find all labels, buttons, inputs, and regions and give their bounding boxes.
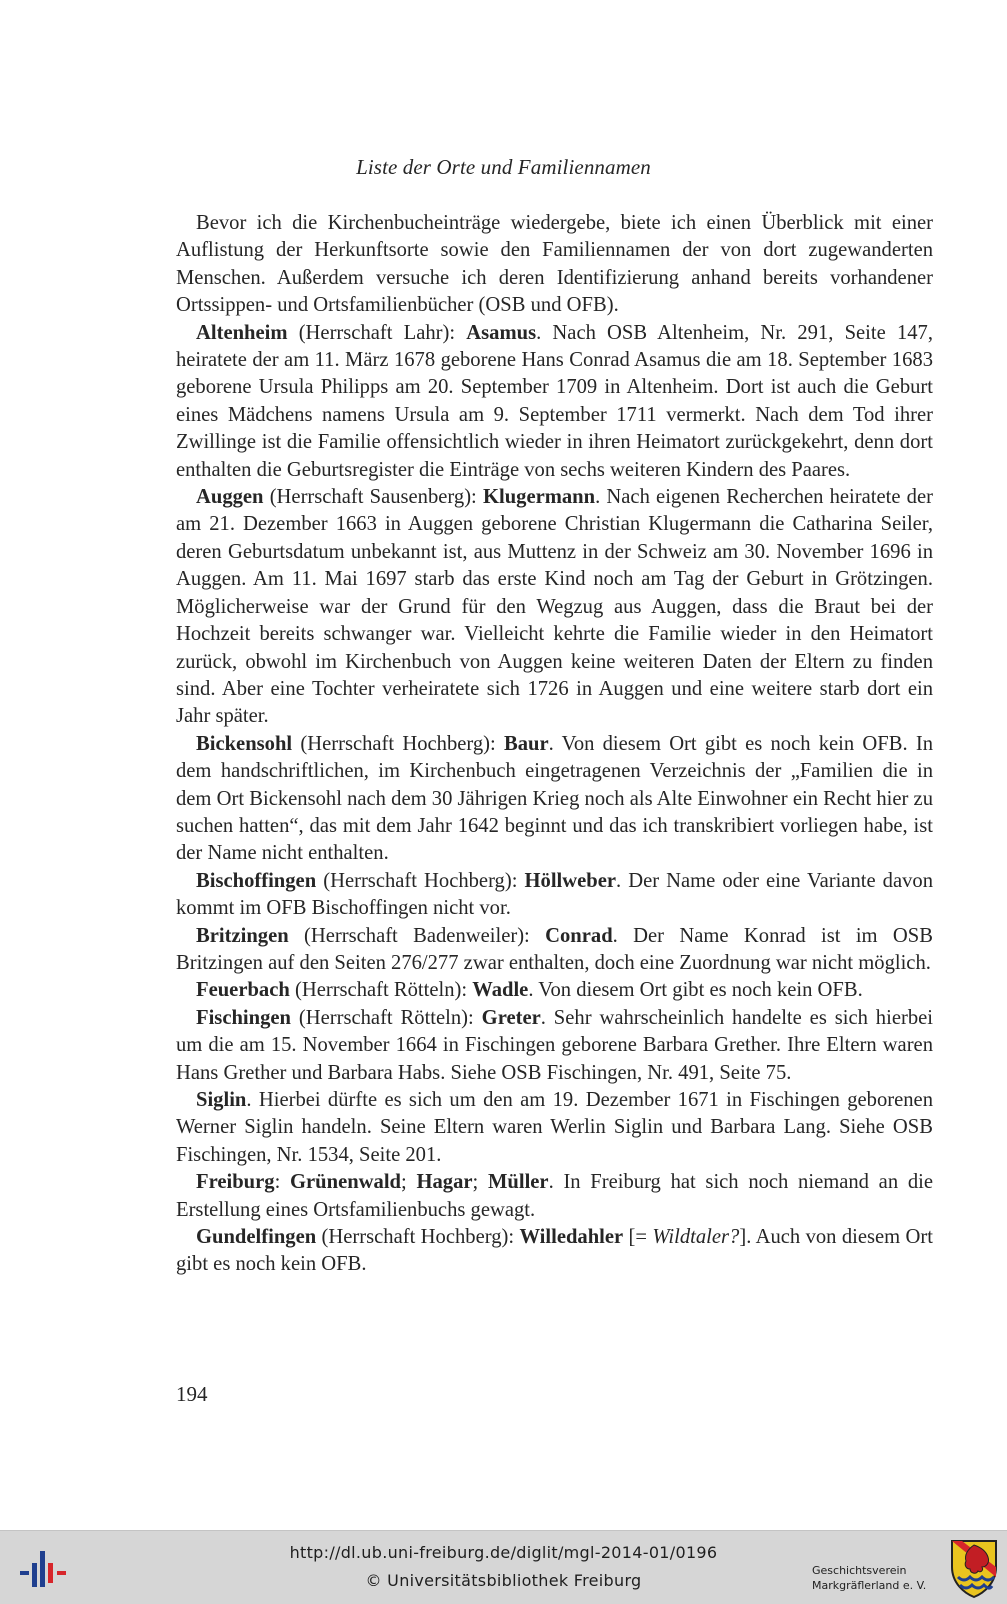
- bold-term: Gundelfingen: [196, 1226, 317, 1249]
- bold-term: Willedahler: [519, 1226, 624, 1249]
- text-run: (Herrschaft Hochberg):: [316, 869, 525, 892]
- bold-term: Wadle: [472, 979, 529, 1002]
- bold-term: Altenheim: [196, 321, 288, 344]
- text-run: (Herrschaft Lahr):: [287, 321, 467, 344]
- paragraph: [176, 731, 933, 868]
- permalink-url[interactable]: http://dl.ub.uni-freiburg.de/diglit/mgl-2014-01/0196: [289, 1543, 718, 1562]
- text-run: . Sehr wahrscheinlich handelte es sich hierbei um die am 15. November 1664 in Fischingen geborene Barbara Grether. Ihre Eltern waren Hans Grether und Barbara Habs. Siehe OSB Fischingen, Nr. 491, Seite 75.: [176, 1006, 933, 1084]
- text-run: ;: [401, 1171, 417, 1194]
- text-run: Bevor ich die Kirchenbucheinträge wiedergebe, biete ich einen Überblick mit einer Auflistung der Herkunftsorte sowie den Familiennamen der von dort zugewanderten Menschen. Außerdem versuche ich deren Identifizierung anhand bereits vorhandener Ortssippen- und Ortsfamilienbücher (OSB und OFB).: [176, 212, 933, 317]
- bold-term: Klugermann: [482, 486, 596, 509]
- paragraph: [176, 210, 933, 320]
- text-run: (Herrschaft Sausenberg):: [263, 486, 483, 509]
- bold-term: Hagar: [416, 1171, 473, 1194]
- paragraph: [176, 1224, 933, 1279]
- text-run: ;: [472, 1171, 488, 1194]
- text-run: . Der Name oder eine Variante davon kommt im OFB Bischoffingen nicht vor.: [176, 869, 934, 920]
- text-run: [=: [623, 1226, 653, 1249]
- society-name: [812, 1563, 942, 1593]
- paragraph: [176, 1005, 933, 1087]
- text-run: (Herrschaft Hochberg):: [316, 1226, 520, 1249]
- italic-term: Wildtaler?: [652, 1226, 740, 1249]
- bold-term: Feuerbach: [196, 979, 290, 1002]
- paragraph: [176, 320, 933, 484]
- text-run: ]. Auch von diesem Ort gibt es noch kein OFB.: [176, 1226, 933, 1276]
- text-run: (Herrschaft Rötteln):: [289, 979, 473, 1002]
- bold-term: Grünenwald: [290, 1171, 402, 1194]
- bold-term: Bickensohl: [196, 732, 293, 755]
- coat-of-arms-icon: [948, 1537, 1000, 1599]
- bold-term: Müller: [487, 1171, 549, 1194]
- page-number: 194: [176, 1382, 208, 1406]
- text-run: . Der Name Konrad ist im OSB Britzingen auf den Seiten 276/277 zwar enthalten, doch eine Zuordnung war nicht möglich.: [176, 924, 933, 974]
- bold-term: Siglin: [196, 1089, 247, 1111]
- bold-term: Bischoffingen: [196, 869, 317, 892]
- text-run: . In Freiburg hat sich noch niemand an die Erstellung eines Ortsfamilienbuchs gewagt.: [176, 1171, 933, 1221]
- paragraph: [176, 1087, 933, 1169]
- bold-term: Höllweber: [524, 869, 617, 892]
- text-run: (Herrschaft Badenweiler):: [288, 924, 546, 947]
- body-text: [176, 210, 933, 1279]
- bold-term: Greter: [481, 1006, 541, 1029]
- text-run: (Herrschaft Hochberg):: [292, 732, 504, 755]
- running-head: Liste der Orte und Familiennamen: [356, 155, 651, 179]
- text-run: . Hierbei dürfte es sich um den am 19. Dezember 1671 in Fischingen geborenen Werner Siglin handeln. Seine Eltern waren Werlin Siglin und Barbara Lang. Siehe OSB Fischingen, Nr. 1534, Seite 201.: [176, 1089, 933, 1166]
- bold-term: Freiburg: [196, 1171, 275, 1194]
- paragraph: [176, 977, 933, 1004]
- society-name-line2: Markgräflerland e. V.: [812, 1579, 927, 1592]
- bold-term: Britzingen: [196, 924, 289, 947]
- text-run: . Von diesem Ort gibt es noch kein OFB.: [528, 979, 863, 1002]
- society-name-line1: Geschichtsverein: [812, 1564, 907, 1577]
- bold-term: Auggen: [196, 486, 264, 509]
- bold-term: Baur: [503, 732, 549, 755]
- text-run: . Nach OSB Altenheim, Nr. 291, Seite 147, heiratete der am 11. März 1678 geborene Hans Conrad Asamus die am 18. September 1683 geborene Ursula Philipps am 20. September 1709 in Altenheim. Dort ist auch die Geburt eines Mädchens namens Ursula am 9. September 1711 vermerkt. Nach dem Tod ihrer Zwillinge ist die Familie offensichtlich wieder in ihren Heimatort zurückgekehrt, denn dort enthalten die Geburtsregister die Einträge von sechs weiteren Kindern des Paares.: [176, 321, 933, 481]
- text-run: (Herrschaft Rötteln):: [290, 1006, 482, 1029]
- paragraph: [176, 923, 933, 978]
- text-run: . Von diesem Ort gibt es noch kein OFB. In dem handschriftlichen, im Kirchenbuch eingetragenen Verzeichnis der „Familien die in dem Ort Bickensohl nach dem 30 Jährigen Krieg noch als Alte Einwohner ein Recht hier zu suchen hatten“, das mit dem Jahr 1642 beginnt und das ich transkribiert vorliegen habe, ist der Name nicht enthalten.: [176, 732, 934, 865]
- text-run: :: [274, 1171, 290, 1194]
- copyright-notice: © Universitätsbibliothek Freiburg: [365, 1571, 642, 1590]
- paragraph: [176, 868, 933, 923]
- bold-term: Conrad: [545, 924, 613, 947]
- bold-term: Asamus: [466, 321, 537, 344]
- bold-term: Fischingen: [196, 1006, 291, 1029]
- paragraph: [176, 1169, 933, 1224]
- viewer-footer: [0, 1530, 1007, 1604]
- paragraph: [176, 484, 933, 731]
- text-run: . Nach eigenen Recherchen heiratete der am 21. Dezember 1663 in Auggen geborene Christian Klugermann die Catharina Seiler, deren Geburtsdatum unbekannt ist, aus Muttenz in der Schweiz am 30. November 1696 in Auggen. Am 11. Mai 1697 starb das erste Kind noch am Tag der Geburt in Grötzingen. Möglicherweise war der Grund für den Wegzug aus Auggen, dass die Braut bei der Hochzeit bereits schwanger war. Vielleicht kehrte die Familie wieder in den Heimatort zurück, obwohl im Kirchenbuch von Auggen keine weiteren Daten der Eltern zu finden sind. Aber eine Tochter verheiratete sich 1726 in Auggen und eine weitere starb dort ein Jahr später.: [176, 486, 933, 728]
